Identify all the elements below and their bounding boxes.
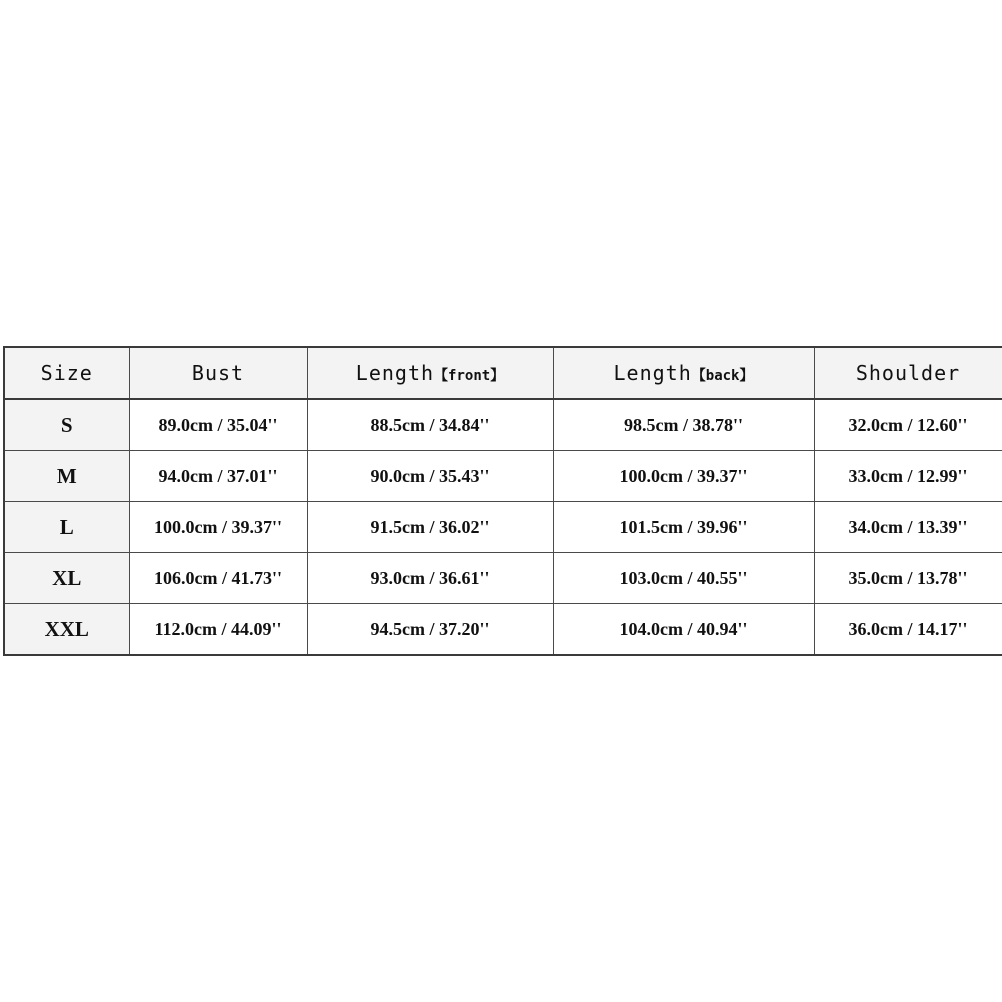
header-length-front bbox=[307, 347, 553, 399]
length-front-cell: 93.0cm / 36.61'' bbox=[307, 553, 553, 604]
header-length-front-label: Length bbox=[355, 361, 435, 385]
size-cell: L bbox=[4, 502, 129, 553]
size-cell: XL bbox=[4, 553, 129, 604]
header-length-front-qualifier: 【front】 bbox=[434, 368, 505, 384]
header-size: Size bbox=[4, 347, 129, 399]
shoulder-cell: 36.0cm / 14.17'' bbox=[814, 604, 1002, 656]
table-row bbox=[4, 502, 1002, 553]
header-length-back-label: Length bbox=[613, 361, 692, 385]
size-chart-table bbox=[3, 346, 1002, 656]
length-back-cell: 100.0cm / 39.37'' bbox=[553, 451, 814, 502]
header-shoulder: Shoulder bbox=[814, 347, 1002, 399]
bust-cell: 106.0cm / 41.73'' bbox=[129, 553, 307, 604]
length-front-cell: 88.5cm / 34.84'' bbox=[307, 399, 553, 451]
table-row bbox=[4, 553, 1002, 604]
header-row bbox=[4, 347, 1002, 399]
table-row bbox=[4, 604, 1002, 656]
table-row bbox=[4, 399, 1002, 451]
bust-cell: 94.0cm / 37.01'' bbox=[129, 451, 307, 502]
bust-cell: 89.0cm / 35.04'' bbox=[129, 399, 307, 451]
length-back-cell: 98.5cm / 38.78'' bbox=[553, 399, 814, 451]
bust-cell: 112.0cm / 44.09'' bbox=[129, 604, 307, 656]
shoulder-cell: 33.0cm / 12.99'' bbox=[814, 451, 1002, 502]
header-length-back-qualifier: 【back】 bbox=[691, 368, 754, 384]
shoulder-cell: 34.0cm / 13.39'' bbox=[814, 502, 1002, 553]
size-cell: M bbox=[4, 451, 129, 502]
length-front-cell: 94.5cm / 37.20'' bbox=[307, 604, 553, 656]
length-back-cell: 103.0cm / 40.55'' bbox=[553, 553, 814, 604]
bust-cell: 100.0cm / 39.37'' bbox=[129, 502, 307, 553]
length-back-cell: 101.5cm / 39.96'' bbox=[553, 502, 814, 553]
header-length-back bbox=[553, 347, 814, 399]
length-front-cell: 91.5cm / 36.02'' bbox=[307, 502, 553, 553]
length-front-cell: 90.0cm / 35.43'' bbox=[307, 451, 553, 502]
shoulder-cell: 32.0cm / 12.60'' bbox=[814, 399, 1002, 451]
shoulder-cell: 35.0cm / 13.78'' bbox=[814, 553, 1002, 604]
size-cell: S bbox=[4, 399, 129, 451]
length-back-cell: 104.0cm / 40.94'' bbox=[553, 604, 814, 656]
size-cell: XXL bbox=[4, 604, 129, 656]
header-bust: Bust bbox=[129, 347, 307, 399]
table-row bbox=[4, 451, 1002, 502]
